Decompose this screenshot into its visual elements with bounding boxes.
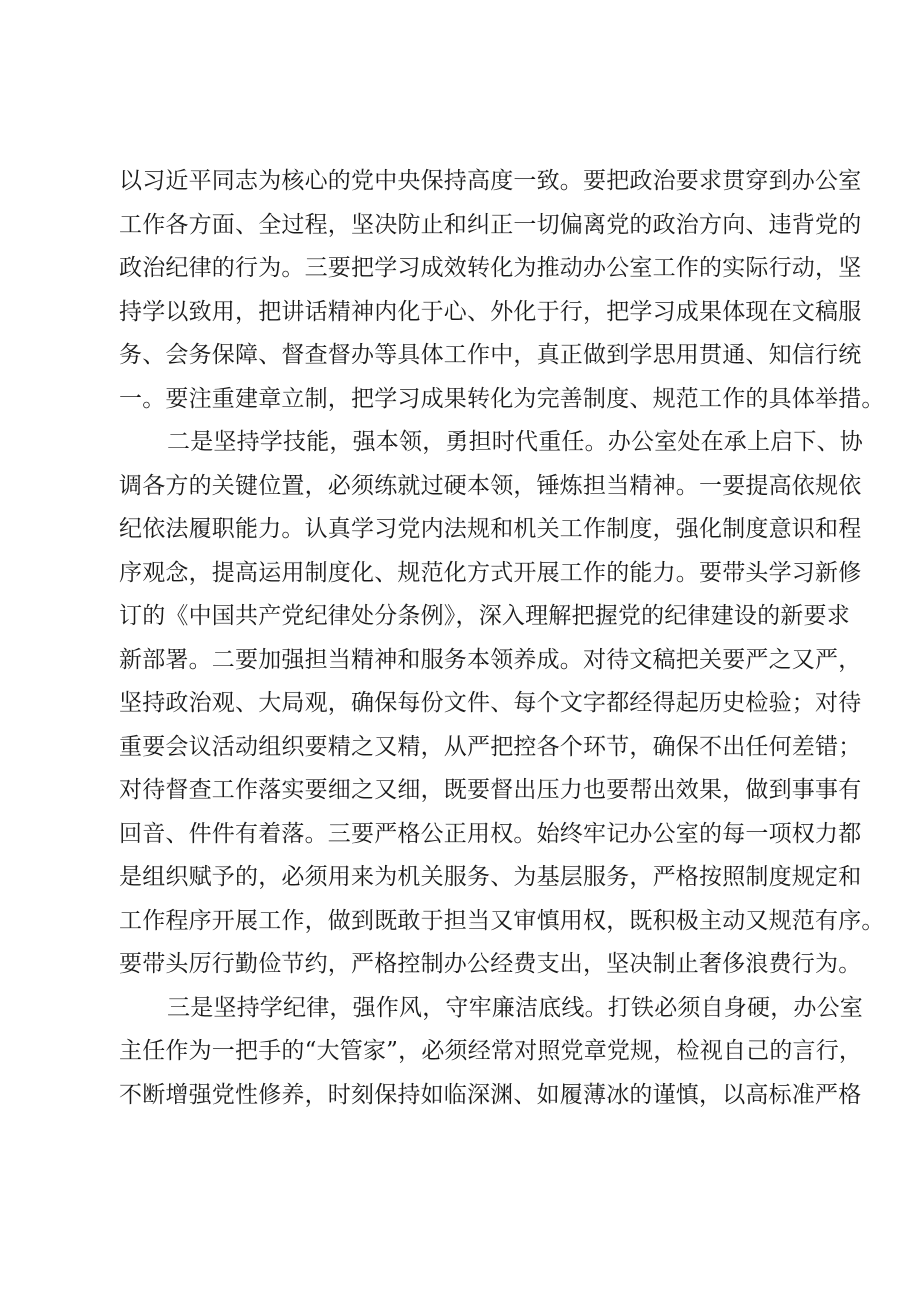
paragraph-3: [119, 987, 863, 1118]
text-line: 一。要注重建章立制，把学习成果转化为完善制度、规范工作的具体举措。: [119, 385, 885, 412]
text-line: 要带头厉行勤俭节约，严格控制办公经费支出，坚决制止奢侈浪费行为。: [119, 951, 862, 977]
text-line: 持学以致用，把讲话精神内化于心、外化于行，把学习成果体现在文稿服: [119, 298, 862, 325]
text-line: 回音、件件有着落。三要严格公正用权。始终牢记办公室的每一项权力都: [119, 820, 862, 847]
text-line: 不断增强党性修养，时刻保持如临深渊、如履薄冰的谨慎，以高标准严格: [119, 1081, 862, 1108]
text-line: 序观念，提高运用制度化、规范化方式开展工作的能力。要带头学习新修: [119, 559, 862, 586]
text-line: 重要会议活动组织要精之又精，从严把控各个环节，确保不出任何差错；: [119, 733, 862, 760]
text-line: 三是坚持学纪律，强作风，守牢廉洁底线。打铁必须自身硬，办公室: [167, 994, 863, 1021]
text-line: 订的《中国共产党纪律处分条例》，深入理解把握党的纪律建设的新要求: [119, 603, 850, 629]
text-line: 政治纪律的行为。三要把学习成效转化为推动办公室工作的实际行动，坚: [119, 255, 862, 281]
text-line: 是组织赋予的，必须用来为机关服务、为基层服务，严格按照制度规定和: [119, 864, 862, 890]
text-line: 新部署。二要加强担当精神和服务本领养成。对待文稿把关要严之又严，: [119, 646, 862, 673]
document-body: [119, 160, 885, 1117]
text-line: 工作各方面、全过程，坚决防止和纠正一切偏离党的政治方向、违背党的: [119, 211, 862, 238]
text-line: 对待督查工作落实要细之又细，既要督出压力也要帮出效果，做到事事有: [119, 777, 862, 803]
text-line: 以习近平同志为核心的党中央保持高度一致。要把政治要求贯穿到办公室: [119, 168, 862, 194]
text-line: 主任作为一把手的“大管家”，必须经常对照党章党规，检视自己的言行，: [119, 1038, 863, 1064]
text-line: 调各方的关键位置，必须练就过硬本领，锤炼担当精神。一要提高依规依: [119, 472, 862, 499]
text-line: 坚持政治观、大局观，确保每份文件、每个文字都经得起历史检验；对待: [119, 690, 862, 716]
paragraph-1: [119, 160, 885, 421]
text-line: 工作程序开展工作，做到既敢于担当又审慎用权，既积极主动又规范有序。: [119, 907, 885, 934]
text-line: 务、会务保障、督查督办等具体工作中，真正做到学思用贯通、知信行统: [119, 342, 862, 368]
text-line: 二是坚持学技能，强本领，勇担时代重任。办公室处在承上启下、协: [167, 429, 863, 455]
paragraph-2: [119, 421, 885, 987]
text-line: 纪依法履职能力。认真学习党内法规和机关工作制度，强化制度意识和程: [119, 516, 862, 542]
